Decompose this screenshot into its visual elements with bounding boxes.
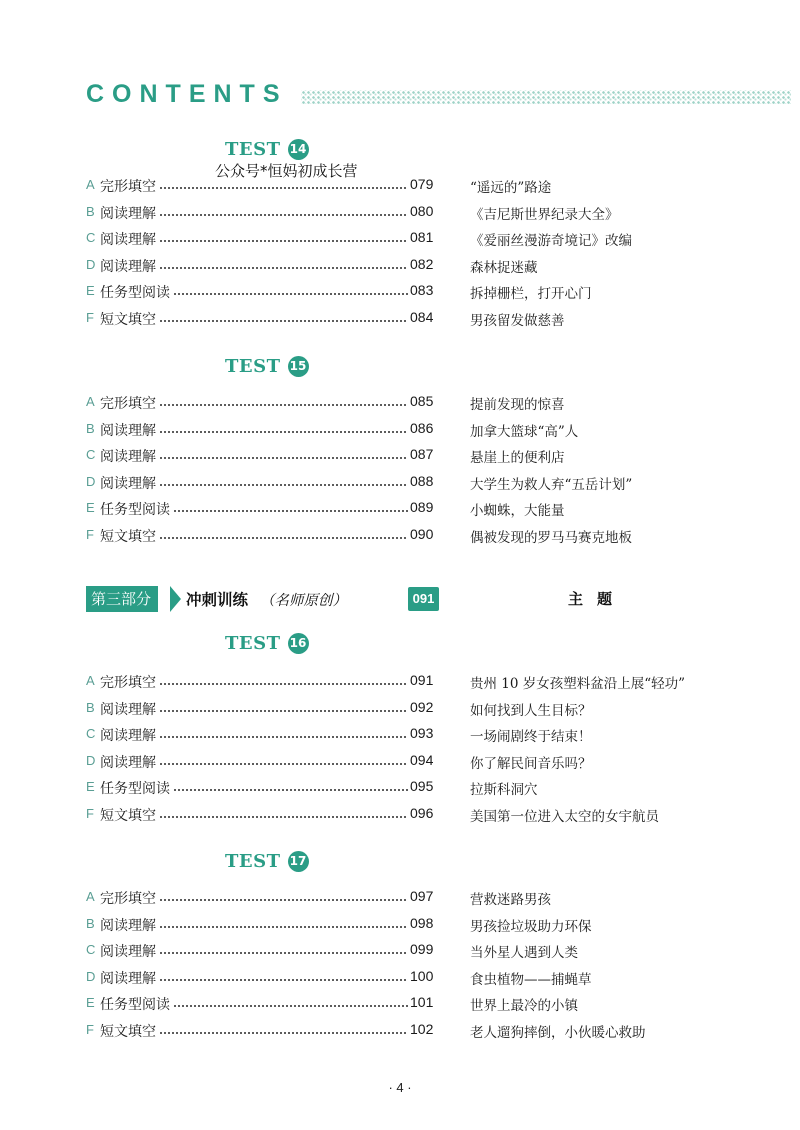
dot-leader [159,899,408,901]
page-number-ref: 098 [410,914,434,931]
page-number-ref: 083 [410,282,434,299]
test-number-badge: 16 [288,633,309,654]
exercise-type: 短文填空 [100,808,156,824]
test-number-badge: 15 [288,356,309,377]
test-number-badge: 14 [288,139,309,160]
page-number-ref: 086 [410,419,434,436]
section-letter: D [86,473,96,489]
page-number-ref: 088 [410,472,434,489]
section-letter: A [86,177,95,192]
dot-leader [159,979,408,981]
topic-title: 加拿大篮球“高”人 [470,423,579,440]
dot-leader [159,683,408,685]
exercise-type: 阅读理解 [100,754,156,771]
toc-row [86,498,726,520]
toc-row [86,392,726,414]
page-number-ref: 093 [410,725,434,742]
topic-title: 如何找到人生目标？ [470,702,592,719]
test-heading [225,136,309,162]
contents-title: CONTENTS [86,80,288,108]
topic-title: 提前发现的惊喜 [470,397,565,413]
page-number-ref: 090 [410,526,434,542]
exercise-type: 阅读理解 [100,232,156,249]
topic-title: 偶被发现的罗马马赛克地板 [470,530,632,546]
toc-row [86,698,726,720]
page-number-ref: 101 [410,994,434,1011]
page-number-ref: 095 [410,778,434,795]
part-three-bar [86,585,726,615]
watermark-text: 公众号*恒妈初成长营 [215,162,358,180]
topic-title: 《吉尼斯世界纪录大全》 [470,206,619,223]
page-number-ref: 082 [410,255,434,272]
test-heading [225,848,309,874]
exercise-type: 任务型阅读 [100,997,170,1014]
page-number-ref: 084 [410,309,434,325]
section-letter: D [86,256,96,272]
test-label: TEST [225,355,281,377]
section-letter: E [86,995,95,1011]
toc-row [86,671,726,693]
exercise-type: 任务型阅读 [100,781,170,798]
toc-row [86,281,726,303]
contents-header [86,80,716,114]
section-letter: F [86,527,94,542]
topic-title: 一场闹剧终于结束！ [470,729,592,746]
part-arrow-icon [170,586,181,612]
toc-row [86,914,726,936]
page-number-ref: 100 [410,967,434,984]
toc-row [86,308,726,330]
dot-leader [159,457,408,459]
part-title: 冲刺训练 [186,590,249,609]
dot-leader [159,267,408,269]
exercise-type: 短文填空 [100,312,156,328]
part-badge: 第三部分 [86,586,158,612]
dot-leader [173,1005,408,1007]
toc-row [86,472,726,494]
dot-leader [159,736,408,738]
exercise-type: 阅读理解 [100,475,156,492]
toc-row [86,202,726,224]
exercise-type: 完形填空 [100,675,156,691]
page-number-ref: 079 [410,176,434,192]
section-letter: E [86,779,95,795]
dot-leader [159,537,408,539]
exercise-type: 阅读理解 [100,728,156,745]
section-letter: A [86,889,95,904]
topic-title: 你了解民间音乐吗？ [470,755,592,772]
page-number-ref: 080 [410,202,434,219]
topic-title: 小蜘蛛，大能量 [470,503,565,520]
exercise-type: 阅读理解 [100,258,156,275]
exercise-type: 阅读理解 [100,449,156,466]
section-letter: F [86,310,94,325]
toc-row [86,445,726,467]
exercise-type: 完形填空 [100,396,156,412]
page-number-ref: 087 [410,446,434,463]
test-label: TEST [225,632,281,654]
dot-leader [173,789,408,791]
test-heading [225,630,309,656]
section-letter: C [86,230,96,246]
section-letter: B [86,420,95,436]
part-subtitle: （名师原创） [260,593,347,609]
exercise-type: 阅读理解 [100,701,156,718]
topic-title: 拉斯科洞穴 [470,782,538,799]
topic-title: 当外星人遇到人类 [470,945,578,962]
topic-title: 贵州 10 岁女孩塑料盆沿上展“轻功” [470,676,686,692]
topic-title: 男孩捡垃圾助力环保 [470,918,592,935]
exercise-type: 任务型阅读 [100,502,170,519]
section-letter: F [86,1022,94,1037]
toc-row [86,228,726,250]
header-dot-pattern [301,90,791,104]
exercise-type: 阅读理解 [100,917,156,934]
section-letter: E [86,500,95,516]
test-label: TEST [225,850,281,872]
dot-leader [173,510,408,512]
topic-title: 美国第一位进入太空的女宇航员 [470,809,659,825]
topic-title: 男孩留发做慈善 [470,313,565,329]
dot-leader [159,710,408,712]
section-letter: E [86,283,95,299]
page-number: · 4 · [388,1080,412,1095]
page-number-ref: 081 [410,229,434,246]
dot-leader [159,926,408,928]
toc-row [86,967,726,989]
topic-title: “遥远的”路途 [470,180,552,196]
page-number-ref: 099 [410,941,434,958]
dot-leader [173,293,408,295]
topic-title: 世界上最冷的小镇 [470,998,578,1015]
page-number-ref: 097 [410,888,434,904]
topic-title: 食虫植物——捕蝇草 [470,971,592,988]
dot-leader [159,484,408,486]
section-letter: C [86,942,96,958]
dot-leader [159,404,408,406]
toc-row [86,804,726,826]
dot-leader [159,1032,408,1034]
topic-title: 大学生为救人弃“五岳计划” [470,476,633,493]
part-page-badge: 091 [408,587,439,611]
exercise-type: 阅读理解 [100,970,156,987]
page-number-ref: 089 [410,499,434,516]
section-letter: A [86,394,95,409]
page-number-ref: 092 [410,698,434,715]
section-letter: D [86,752,96,768]
page-number-ref: 096 [410,805,434,821]
section-letter: D [86,968,96,984]
toc-row [86,1020,726,1042]
section-letter: B [86,699,95,715]
page-number-ref: 094 [410,751,434,768]
toc-row [86,525,726,547]
topic-title: 悬崖上的便利店 [470,450,565,467]
topic-title: 森林捉迷藏 [470,259,538,276]
test-number-badge: 17 [288,851,309,872]
toc-row [86,419,726,441]
toc-row [86,993,726,1015]
page-number-ref: 102 [410,1021,434,1037]
toc-row [86,751,726,773]
dot-leader [159,240,408,242]
dot-leader [159,763,408,765]
page-number-ref: 085 [410,393,434,409]
exercise-type: 阅读理解 [100,944,156,961]
toc-row [86,175,726,197]
toc-row [86,887,726,909]
exercise-type: 短文填空 [100,1024,156,1040]
dot-leader [159,952,408,954]
section-letter: C [86,447,96,463]
topic-title: 拆掉栅栏，打开心门 [470,286,592,303]
dot-leader [159,187,408,189]
exercise-type: 阅读理解 [100,205,156,222]
dot-leader [159,431,408,433]
exercise-type: 完形填空 [100,179,156,195]
exercise-type: 短文填空 [100,529,156,545]
topic-title: 老人遛狗摔倒，小伙暖心救助 [470,1025,646,1041]
dot-leader [159,816,408,818]
toc-row [86,724,726,746]
section-letter: C [86,726,96,742]
test-label: TEST [225,138,281,160]
section-letter: B [86,915,95,931]
topic-title: 《爱丽丝漫游奇境记》改编 [470,233,632,250]
topic-title: 营救迷路男孩 [470,892,551,908]
section-letter: F [86,806,94,821]
exercise-type: 完形填空 [100,891,156,907]
toc-row [86,940,726,962]
exercise-type: 任务型阅读 [100,285,170,302]
theme-column-label: 主题 [568,590,627,608]
page-number-ref: 091 [410,672,434,688]
exercise-type: 阅读理解 [100,422,156,439]
section-letter: A [86,673,95,688]
dot-leader [159,320,408,322]
dot-leader [159,214,408,216]
toc-row [86,777,726,799]
section-letter: B [86,203,95,219]
toc-row [86,255,726,277]
test-heading [225,353,309,379]
